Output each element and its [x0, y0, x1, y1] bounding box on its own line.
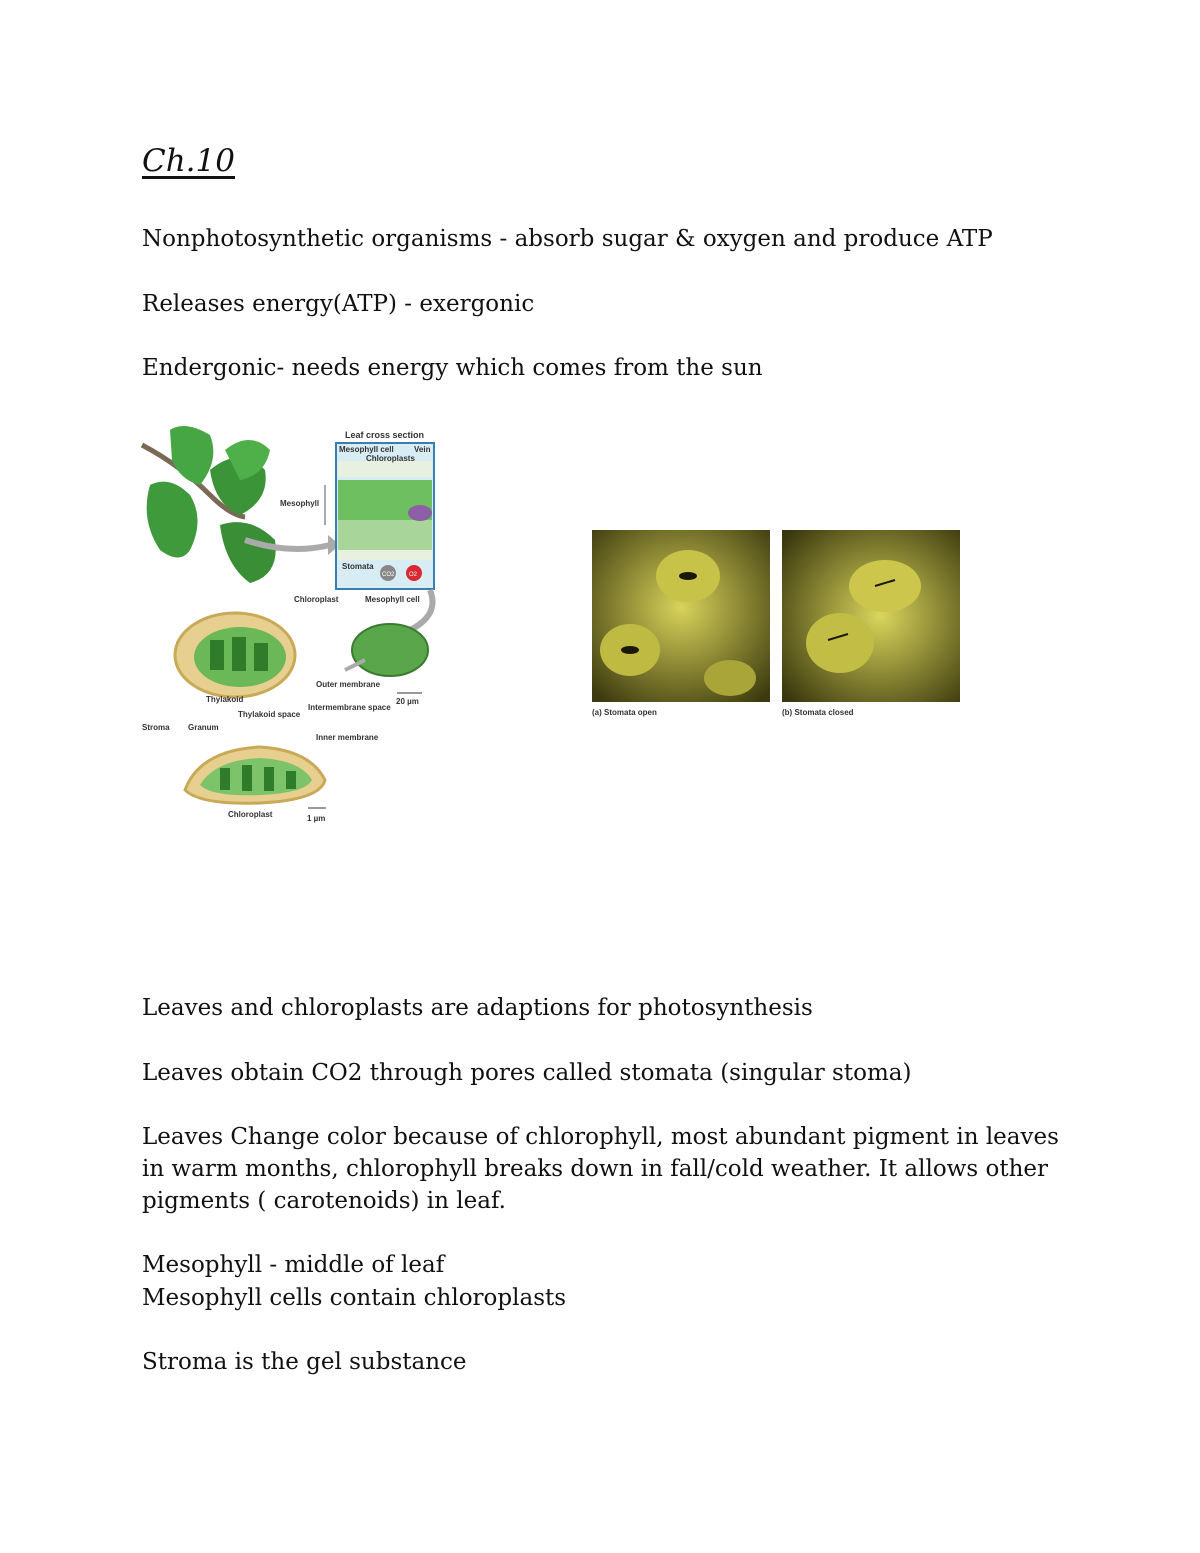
leaf-shape [170, 426, 213, 485]
note-line: Stroma is the gel substance [142, 1349, 467, 1375]
label-scale-1: 1 µm [307, 814, 326, 823]
label-chloroplast-bottom: Chloroplast [228, 810, 273, 819]
note-line: Releases energy(ATP) - exergonic [142, 291, 535, 317]
label-vein: Vein [414, 445, 431, 454]
label-mesophyll-cell: Mesophyll cell [339, 445, 394, 454]
label-mesophyll-cell-2: Mesophyll cell [365, 595, 420, 604]
label-thylakoid-space: Thylakoid space [238, 710, 301, 719]
note-line: Leaves obtain CO2 through pores called stomata (singular stoma) [142, 1060, 912, 1086]
label-scale-20: 20 µm [396, 697, 419, 706]
note-line: Leaves and chloroplasts are adaptions for photosynthesis [142, 995, 813, 1021]
note-line: Mesophyll - middle of leaf [142, 1252, 445, 1278]
label-stroma: Stroma [142, 723, 170, 732]
label-outer-membrane: Outer membrane [316, 680, 381, 689]
leaf-shape [147, 482, 198, 558]
stomata-closed-image [782, 530, 960, 702]
label-mesophyll: Mesophyll [280, 499, 320, 508]
leaf-shape [220, 522, 276, 583]
note-line: Nonphotosynthetic organisms - absorb sugar & oxygen and produce ATP [142, 226, 993, 252]
label-granum: Granum [188, 723, 219, 732]
note-paragraph: Leaves Change color because of chlorophyll, most abundant pigment in leaves in warm months, chlorophyll breaks down in fall/cold weather. It allows other pigments ( carotenoids) in leaf. [142, 1124, 1059, 1214]
chapter-title: Ch.10 [142, 143, 235, 179]
note-line: Endergonic- needs energy which comes from the sun [142, 355, 763, 381]
label-co2: CO2 [382, 572, 395, 578]
label-chloroplasts: Chloroplasts [366, 454, 415, 463]
note-line: Mesophyll cells contain chloroplasts [142, 1285, 567, 1311]
label-leaf-cross-section: Leaf cross section [345, 430, 425, 440]
label-chloroplast: Chloroplast [294, 595, 339, 604]
stomata-figure [590, 528, 962, 720]
label-o2: O2 [409, 572, 418, 578]
leaf-chloroplast-figure [140, 425, 450, 830]
caption-stomata-closed: (b) Stomata closed [782, 708, 854, 717]
label-thylakoid: Thylakoid [206, 695, 244, 704]
label-intermembrane-space: Intermembrane space [308, 703, 391, 712]
caption-stomata-open: (a) Stomata open [592, 708, 657, 717]
mesophyll-cell-shape [352, 624, 428, 676]
label-inner-membrane: Inner membrane [316, 733, 379, 742]
label-stomata: Stomata [342, 562, 374, 571]
